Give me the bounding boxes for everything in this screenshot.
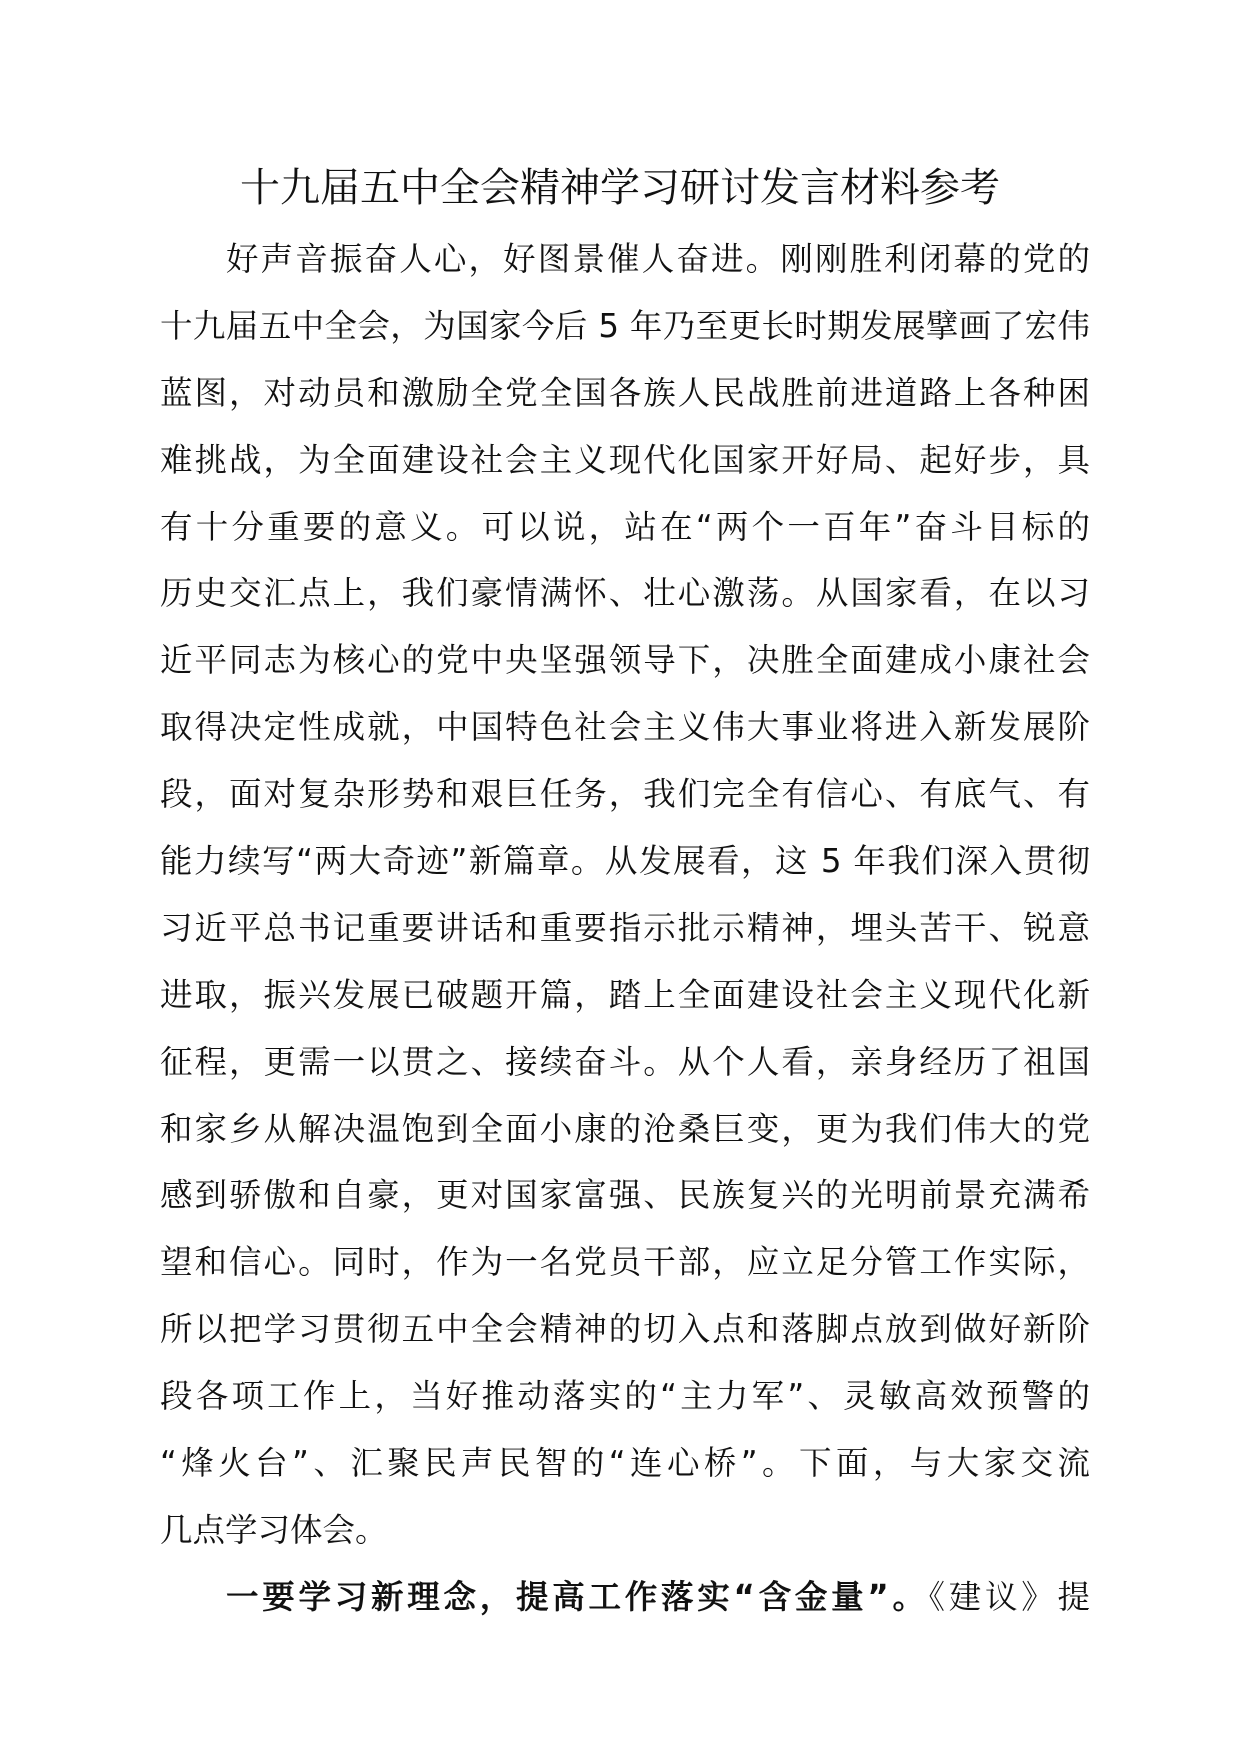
body-line: 和家乡从解决温饱到全面小康的沧桑巨变，更为我们伟大的党 <box>160 1109 1090 1148</box>
body-line: 几点学习体会。 <box>160 1510 388 1549</box>
body-line: 习近平总书记重要讲话和重要指示批示精神，埋头苦干、锐意 <box>160 908 1090 947</box>
body-line: 取得决定性成就，中国特色社会主义伟大事业将进入新发展阶 <box>160 708 1090 747</box>
document-title: 十九届五中全会精神学习研讨发言材料参考 <box>240 165 1000 211</box>
body-line: 十九届五中全会，为国家今后 5 年乃至更长时期发展擘画了宏伟 <box>160 306 1090 345</box>
body-line: “烽火台”、汇聚民声民智的“连心桥”。下面，与大家交流 <box>160 1444 1090 1483</box>
body-line: 所以把学习贯彻五中全会精神的切入点和落脚点放到做好新阶 <box>160 1310 1090 1349</box>
section-heading: 一要学习新理念，提高工作落实“含金量”。 <box>226 1577 929 1616</box>
body-line: 望和信心。同时，作为一名党员干部，应立足分管工作实际， <box>160 1243 1090 1282</box>
body-line: 段各项工作上，当好推动落实的“主力军”、灵敏高效预警的 <box>160 1377 1090 1416</box>
body-line: 能力续写“两大奇迹”新篇章。从发展看，这 5 年我们深入贯彻 <box>160 842 1090 881</box>
body-line: 段，面对复杂形势和艰巨任务，我们完全有信心、有底气、有 <box>160 775 1090 814</box>
section-text: 《建议》提 <box>928 1577 1090 1616</box>
body-line: 近平同志为核心的党中央坚强领导下，决胜全面建成小康社会 <box>160 641 1090 680</box>
body-line: 感到骄傲和自豪，更对国家富强、民族复兴的光明前景充满希 <box>160 1176 1090 1215</box>
document-body <box>160 226 1090 1631</box>
body-line: 蓝图，对动员和激励全党全国各族人民战胜前进道路上各种困 <box>160 373 1090 412</box>
body-line: 历史交汇点上，我们豪情满怀、壮心激荡。从国家看，在以习 <box>160 574 1090 613</box>
body-line: 征程，更需一以贯之、接续奋斗。从个人看，亲身经历了祖国 <box>160 1042 1090 1081</box>
body-line: 有十分重要的意义。可以说，站在“两个一百年”奋斗目标的 <box>160 507 1090 546</box>
body-line: 进取，振兴发展已破题开篇，踏上全面建设社会主义现代化新 <box>160 975 1090 1014</box>
section-heading-line <box>160 1564 1090 1631</box>
body-line: 好声音振奋人心，好图景催人奋进。刚刚胜利闭幕的党的 <box>226 240 1090 278</box>
body-line: 难挑战，为全面建设社会主义现代化国家开好局、起好步，具 <box>160 440 1090 479</box>
